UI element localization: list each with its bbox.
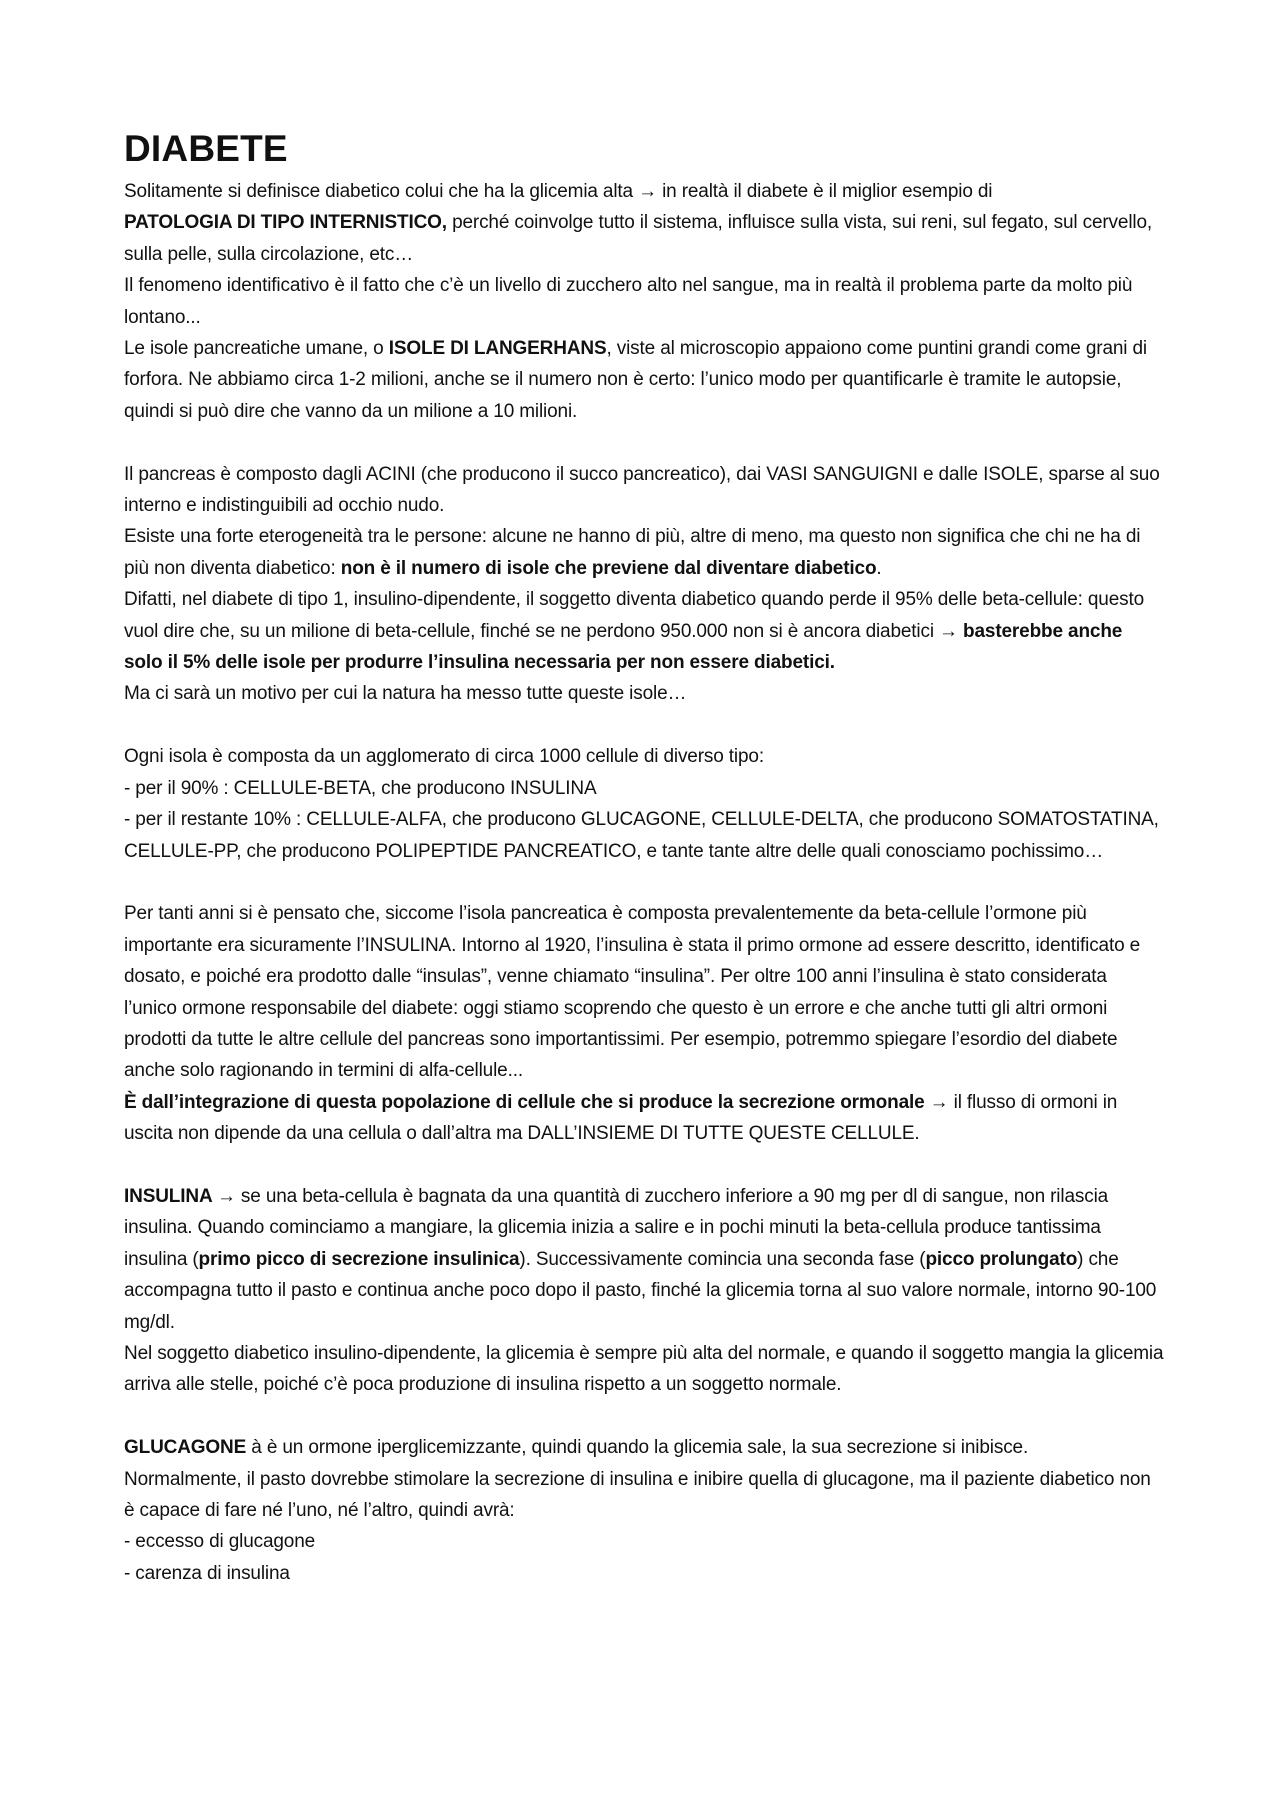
text-run: . <box>876 557 882 579</box>
list-item: - per il 90% : CELLULE-BETA, che producono INSULINA <box>124 777 597 799</box>
text-run: se una beta-cellula è bagnata da una quantità di zucchero inferiore a 90 mg per dl di sangue, non rilascia insulina. Quando cominciamo a mangiare, la glicemia inizia a salire e in pochi minuti la beta-cellula produce tantissima insulina ( <box>124 1185 1109 1270</box>
list-item: - eccesso di glucagone <box>124 1531 316 1553</box>
text-run: Le isole pancreatiche umane, o <box>124 338 389 360</box>
spacer <box>124 427 1164 458</box>
bold-text: È dall’integrazione di questa popolazione di cellule che si produce la secrezione ormonale → <box>124 1091 949 1113</box>
text-run: à è un ormone iperglicemizzante, quindi quando la glicemia sale, la sua secrezione si inibisce. <box>246 1437 1029 1459</box>
bold-text: primo picco di secrezione insulinica <box>198 1248 520 1270</box>
spacer <box>124 710 1164 741</box>
paragraph-intro <box>124 176 1164 270</box>
text-run: ) che accompagna tutto il pasto e continua anche poco dopo il pasto, finché la glicemia torna al suo valore normale, intorno 90-100 mg/dl. <box>124 1248 1157 1333</box>
spacer <box>124 1401 1164 1432</box>
paragraph <box>124 1087 1164 1150</box>
text-run: il flusso di ormoni in uscita non dipende da una cellula o dall’altra ma DALL’INSIEME DI TUTTE QUESTE CELLULE. <box>124 1091 1118 1145</box>
document-page <box>124 124 1164 1589</box>
bold-text: picco prolungato <box>925 1248 1078 1270</box>
paragraph: Normalmente, il pasto dovrebbe stimolare la secrezione di insulina e inibire quella di glucagone, ma il paziente diabetico non è capace di fare né l’uno, né l’altro, quindi avrà: <box>124 1468 1151 1521</box>
text-run: Difatti, nel diabete di tipo 1, insulino-dipendente, il soggetto diventa diabetico quando perde il 95% delle beta-cellule: questo vuol dire che, su un milione di beta-cellule, finché se ne perdono 950.000 non si è ancora diabetici → <box>124 589 1145 642</box>
text-run: , viste al microscopio appaiono come puntini grandi come grani di forfora. Ne abbiamo circa 1-2 milioni, anche se il numero non è certo: l’unico modo per quantificarle è tramite le autopsie, quindi si può dire che vanno da un milione a 10 milioni. <box>124 338 1147 422</box>
text-run: Solitamente si definisce diabetico colui che ha la glicemia alta → in realtà il diabete è il miglior esempio di <box>124 181 993 202</box>
text-run: Esiste una forte eterogeneità tra le persone: alcune ne hanno di più, altre di meno, ma questo non significa che chi ne ha di più non diventa diabetico: <box>124 526 1141 579</box>
bold-text: GLUCAGONE <box>124 1437 247 1459</box>
page-title: DIABETE <box>124 128 288 169</box>
text-run: ). Successivamente comincia una seconda fase ( <box>519 1248 926 1270</box>
list-item: - per il restante 10% : CELLULE-ALFA, che producono GLUCAGONE, CELLULE-DELTA, che producono SOMATOSTATINA, CELLULE-PP, che producono POLIPEPTIDE PANCREATICO, e tante tante altre delle quali conosciamo pochissimo… <box>124 809 1159 862</box>
bold-text: ISOLE DI LANGERHANS <box>388 338 607 360</box>
paragraph: Ma ci sarà un motivo per cui la natura ha messo tutte queste isole… <box>124 683 687 705</box>
bold-text: PATOLOGIA DI TIPO INTERNISTICO, <box>124 212 447 234</box>
paragraph: Per tanti anni si è pensato che, siccome l’isola pancreatica è composta prevalentemente da beta-cellule l’ormone più importante era sicuramente l’INSULINA. Intorno al 1920, l’insulina è stata il primo ormone ad essere descritto, identificato e dosato, e poiché era prodotto dalle “insulas”, venne chiamato “insulina”. Per oltre 100 anni l’insulina è stato considerata l’unico ormone responsabile del diabete: oggi stiamo scoprendo che questo è un errore e che anche tutti gli altri ormoni prodotti da tutte le altre cellule del pancreas sono importantissimi. Per esempio, potremmo spiegare l’esordio del diabete anche solo ragionando in termini di alfa-cellule... <box>124 903 1141 1082</box>
paragraph <box>124 1181 1164 1338</box>
bold-text: basterebbe anche solo il 5% delle isole per produrre l’insulina necessaria per non essere diabetici. <box>124 620 1123 674</box>
bold-text: non è il numero di isole che previene dal diventare diabetico <box>340 557 877 579</box>
text-run: perché coinvolge tutto il sistema, influisce sulla vista, sui reni, sul fegato, sul cervello, sulla pelle, sulla circolazione, etc… <box>124 212 1153 265</box>
bold-text: INSULINA → <box>124 1185 236 1207</box>
paragraph: Nel soggetto diabetico insulino-dipendente, la glicemia è sempre più alta del normale, e quando il soggetto mangia la glicemia arriva alle stelle, poiché c’è poca produzione di insulina rispetto a un soggetto normale. <box>124 1342 1164 1396</box>
spacer <box>124 867 1164 898</box>
paragraph: Ogni isola è composta da un agglomerato di circa 1000 cellule di diverso tipo: <box>124 746 764 768</box>
paragraph <box>124 521 1164 584</box>
paragraph: Il fenomeno identificativo è il fatto che c’è un livello di zucchero alto nel sangue, ma in realtà il problema parte da molto più lontano... <box>124 275 1133 328</box>
paragraph <box>124 333 1164 427</box>
spacer <box>124 1150 1164 1181</box>
paragraph <box>124 1432 1164 1463</box>
list-item: - carenza di insulina <box>124 1562 290 1584</box>
paragraph: Il pancreas è composto dagli ACINI (che producono il succo pancreatico), dai VASI SANGUIGNI e dalle ISOLE, sparse al suo interno e indistinguibili ad occhio nudo. <box>124 463 1160 517</box>
paragraph <box>124 584 1164 678</box>
